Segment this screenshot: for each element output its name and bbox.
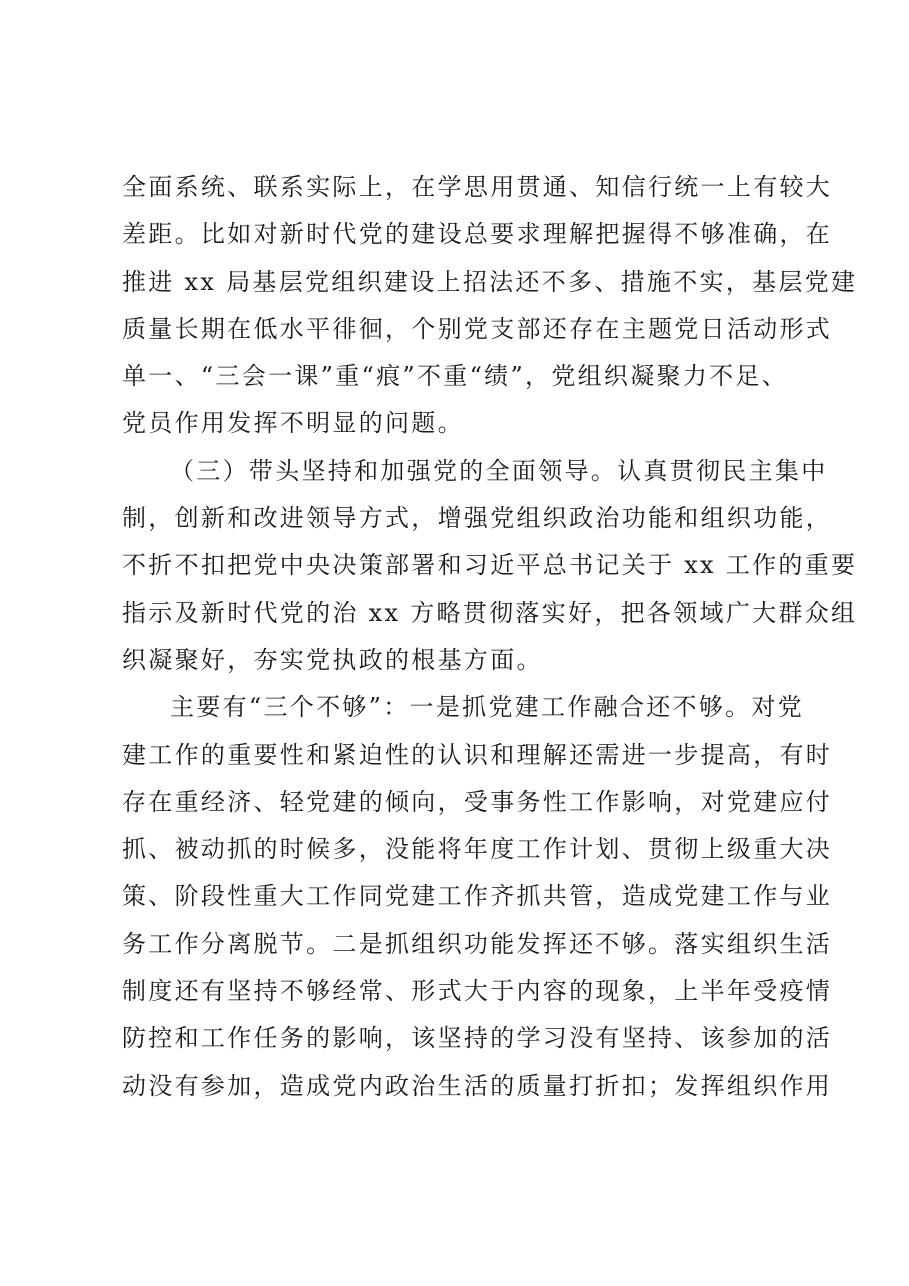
text-line: 党员作用发挥不明显的问题。 xyxy=(122,409,464,438)
text-line: 不折不扣把党中央决策部署和习近平总书记关于 xx 工作的重要 xyxy=(122,551,858,580)
text-line: 抓、被动抓的时候多，没能将年度工作计划、贯彻上级重大决 xyxy=(122,835,833,864)
text-line: 质量长期在低水平徘徊，个别党支部还存在主题党日活动形式 xyxy=(122,314,833,343)
text-line: 织凝聚好，夯实党执政的根基方面。 xyxy=(122,645,543,674)
text-line: 建工作的重要性和紧迫性的认识和理解还需进一步提高，有时 xyxy=(122,740,833,769)
text-line: 单一、“三会一课”重“痕”不重“绩”，党组织凝聚力不足、 xyxy=(122,362,789,391)
paragraph-start-line: 主要有“三个不够”：一是抓党建工作融合还不够。对党 xyxy=(170,693,805,722)
text-line: 策、阶段性重大工作同党建工作齐抓共管，造成党建工作与业 xyxy=(122,882,833,911)
text-line: 存在重经济、轻党建的倾向，受事务性工作影响，对党建应付 xyxy=(122,787,833,816)
text-line: 防控和工作任务的影响，该坚持的学习没有坚持、该参加的活 xyxy=(122,1024,833,1053)
text-line: 指示及新时代党的治 xx 方略贯彻落实好，把各领域广大群众组 xyxy=(122,598,858,627)
text-line: 全面系统、联系实际上，在学思用贯通、知信行统一上有较大 xyxy=(122,173,833,201)
section-heading-line: （三）带头坚持和加强党的全面领导。认真贯彻民主集中 xyxy=(170,456,828,485)
body-text xyxy=(122,164,858,1110)
text-line: 制，创新和改进领导方式，增强党组织政治功能和组织功能， xyxy=(122,504,833,533)
text-line: 动没有参加，造成党内政治生活的质量打折扣；发挥组织作用 xyxy=(122,1071,833,1100)
text-line: 务工作分离脱节。二是抓组织功能发挥还不够。落实组织生活 xyxy=(122,929,833,958)
text-line: 制度还有坚持不够经常、形式大于内容的现象，上半年受疫情 xyxy=(122,977,833,1006)
text-line: 差距。比如对新时代党的建设总要求理解把握得不够准确，在 xyxy=(122,220,833,249)
text-line: 推进 xx 局基层党组织建设上招法还不多、措施不实，基层党建 xyxy=(122,267,858,296)
